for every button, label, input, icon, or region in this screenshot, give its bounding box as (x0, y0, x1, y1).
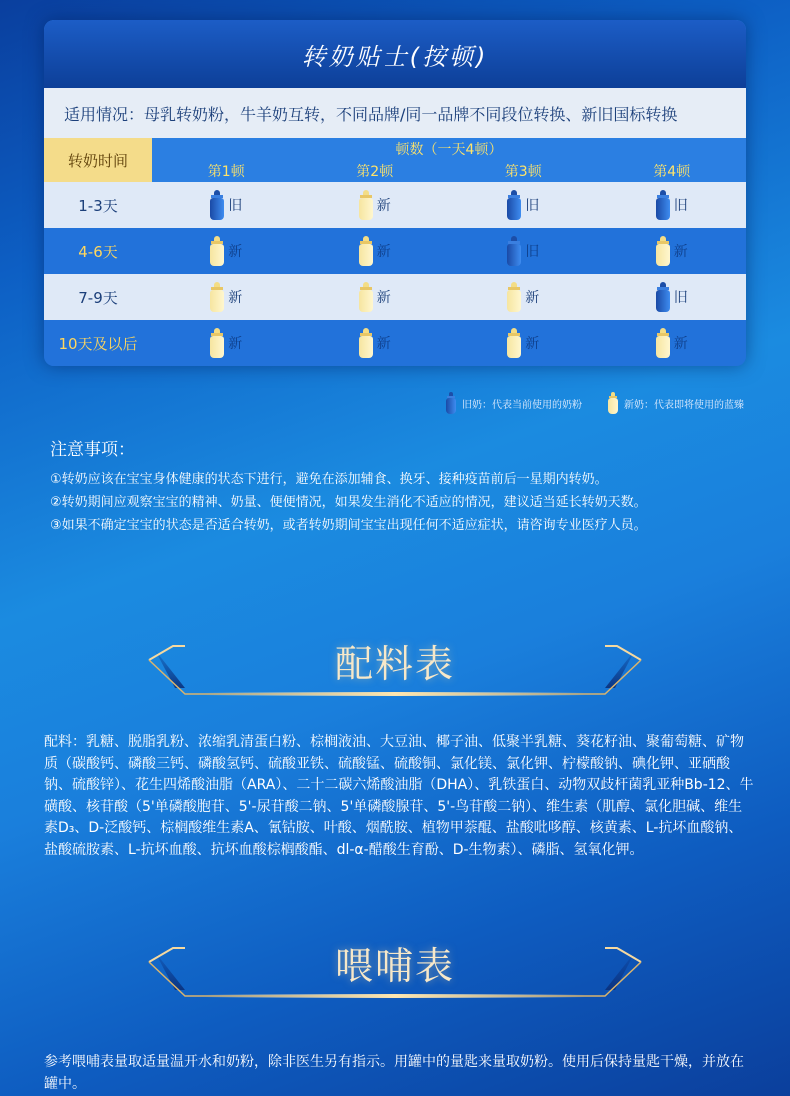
header-meal-4: 第4顿 (653, 164, 691, 180)
notes-title: 注意事项： (50, 440, 135, 460)
cell-label: 新 (673, 244, 688, 260)
header-meals-per-day: 顿数（一天4顿） (395, 142, 503, 158)
table-header (44, 138, 746, 182)
old-bottle-icon (507, 236, 521, 266)
table-cell (449, 182, 598, 228)
cell-label: 新 (376, 290, 391, 306)
header-meals (152, 138, 746, 182)
table-cell (152, 228, 301, 274)
new-bottle-icon (210, 282, 224, 312)
new-bottle-icon (210, 236, 224, 266)
row-label: 10天及以后 (58, 334, 138, 353)
cell-label: 旧 (228, 198, 243, 214)
table-cell (598, 182, 747, 228)
table-cell (152, 320, 301, 366)
header-meal-3: 第3顿 (504, 164, 542, 180)
table-row (44, 320, 746, 366)
legend (446, 392, 744, 414)
new-bottle-icon (359, 328, 373, 358)
cell-label: 新 (376, 244, 391, 260)
table-cell (449, 274, 598, 320)
old-bottle-icon (656, 282, 670, 312)
note-item: ②转奶期间应观察宝宝的精神、奶量、便便情况，如果发生消化不适应的情况，建议适当延长转奶天数。 (50, 495, 647, 510)
new-bottle-icon (656, 236, 670, 266)
table-cell (301, 274, 450, 320)
table-cell (301, 320, 450, 366)
feeding-heading: 喂哺表 (334, 943, 455, 988)
table-row (44, 274, 746, 320)
table-cell (301, 182, 450, 228)
header-meal-1: 第1顿 (207, 164, 245, 180)
ingredients-text: 配料：乳糖、脱脂乳粉、浓缩乳清蛋白粉、棕榈液油、大豆油、椰子油、低聚半乳糖、葵花籽油、聚葡萄糖、矿物质（碳酸钙、磷酸三钙、磷酸氢钙、硫酸亚铁、硫酸锰、硫酸铜、氯化镁、氯化钾、柠檬酸钠、碘化钾、亚硒酸钠、硫酸锌）、花生四烯酸油脂（ARA）、二十二碳六烯酸油脂（DHA）、乳铁蛋白、动物双歧杆菌乳亚种Bb-12、牛磺酸、核苷酸（5'单磷酸胞苷、5'-尿苷酸二钠、5'单磷酸腺苷、5'-鸟苷酸二钠）、维生素（肌醇、氯化胆碱、维生素D₃、D-泛酸钙、棕榈酸维生素A、氰钴胺、叶酸、烟酰胺、植物甲萘醌、盐酸吡哆醇、核黄素、L-抗坏血酸钠、盐酸硫胺素、L-抗坏血酸、抗坏血酸棕榈酸酯、dl-α-醋酸生育酚、D-生物素）、磷脂、氢氧化钾。 (44, 734, 754, 858)
legend-new: 新奶：代表即将使用的蓝臻 (624, 399, 744, 411)
cell-label: 新 (376, 336, 391, 352)
header-meal-2: 第2顿 (356, 164, 394, 180)
table-cell (598, 274, 747, 320)
old-bottle-icon (507, 190, 521, 220)
ingredients-heading: 配料表 (334, 641, 455, 686)
table-row (44, 182, 746, 228)
row-label: 7-9天 (78, 288, 118, 307)
cell-label: 新 (525, 290, 540, 306)
legend-old: 旧奶：代表当前使用的奶粉 (462, 399, 582, 411)
ingredients-banner (145, 630, 645, 704)
feeding-banner (145, 932, 645, 1006)
note-item: ①转奶应该在宝宝身体健康的状态下进行，避免在添加辅食、换牙、接种疫苗前后一星期内转奶。 (50, 472, 608, 487)
cell-label: 旧 (525, 198, 540, 214)
table-cell (152, 274, 301, 320)
cell-label: 旧 (673, 198, 688, 214)
new-bottle-icon (359, 282, 373, 312)
header-columns (152, 160, 746, 182)
applicable-conditions: 适用情况：母乳转奶粉，牛羊奶互转，不同品牌/同一品牌不同段位转换、新旧国标转换 (44, 88, 746, 138)
row-label: 4-6天 (78, 242, 118, 261)
header-transition-time: 转奶时间 (44, 138, 152, 182)
card-title: 转奶贴士(按顿) (44, 20, 746, 88)
table-cell (449, 228, 598, 274)
table-cell (152, 182, 301, 228)
new-bottle-icon (656, 328, 670, 358)
new-bottle-icon (507, 328, 521, 358)
old-bottle-icon (656, 190, 670, 220)
table-cell (598, 228, 747, 274)
cell-label: 新 (228, 290, 243, 306)
old-bottle-icon (210, 190, 224, 220)
transition-tips-card (44, 20, 746, 366)
new-bottle-icon (507, 282, 521, 312)
table-cell (598, 320, 747, 366)
new-bottle-icon (359, 190, 373, 220)
cell-label: 新 (525, 336, 540, 352)
new-bottle-icon (359, 236, 373, 266)
table-body (44, 182, 746, 366)
cell-label: 新 (228, 244, 243, 260)
row-label: 1-3天 (78, 196, 118, 215)
old-bottle-icon (446, 392, 456, 414)
cell-label: 旧 (525, 244, 540, 260)
cell-label: 旧 (673, 290, 688, 306)
new-bottle-icon (608, 392, 618, 414)
table-cell (449, 320, 598, 366)
notes (50, 435, 750, 537)
table-row (44, 228, 746, 274)
feeding-text: 参考喂哺表量取适量温开水和奶粉，除非医生另有指示。用罐中的量匙来量取奶粉。使用后保持量匙干燥，并放在罐中。 (44, 1054, 744, 1092)
cell-label: 新 (673, 336, 688, 352)
table-cell (301, 228, 450, 274)
cell-label: 新 (376, 198, 391, 214)
cell-label: 新 (228, 336, 243, 352)
note-item: ③如果不确定宝宝的状态是否适合转奶，或者转奶期间宝宝出现任何不适应症状，请咨询专业医疗人员。 (50, 518, 647, 533)
new-bottle-icon (210, 328, 224, 358)
